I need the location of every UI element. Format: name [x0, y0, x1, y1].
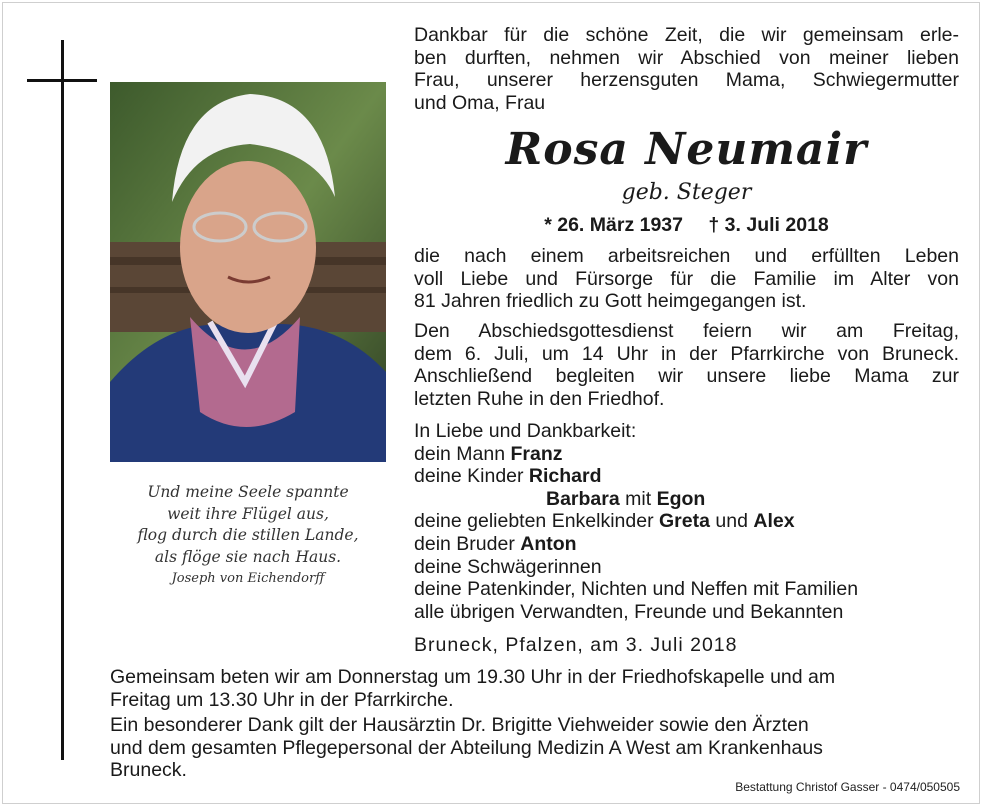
- prayer-line: Gemeinsam beten wir am Donnerstag um 19.30 Uhr in der Friedhofskapelle und am: [110, 666, 836, 688]
- portrait-illustration: [110, 82, 386, 462]
- service-line: Anschließend begleiten wir unsere liebe Mama zur: [414, 365, 959, 388]
- cross-vertical-bar: [61, 40, 64, 760]
- poem-line: als flöge sie nach Haus.: [154, 547, 342, 566]
- thanks-line: und dem gesamten Pflegepersonal der Abteilung Medizin A West am Krankenhaus: [110, 736, 823, 759]
- poem-line: Und meine Seele spannte: [147, 483, 349, 501]
- thanks-line: Ein besonderer Dank gilt der Hausärztin Dr. Brigitte Viehweider sowie den Ärzten: [110, 714, 809, 736]
- intro-line: Frau, unserer herzensguten Mama, Schwiegermutter: [414, 69, 959, 92]
- portrait-photo: [110, 82, 386, 462]
- maiden-name: geb. Steger: [621, 180, 752, 205]
- family-child2: Barbara mit Egon: [546, 487, 706, 510]
- place-date: Bruneck, Pfalzen, am 3. Juli 2018: [414, 634, 738, 656]
- intro-line: ben durften, nehmen wir Abschied von meiner lieben: [414, 46, 959, 69]
- poem-line: flog durch die stillen Lande,: [137, 526, 359, 544]
- passing-line: die nach einem arbeitsreichen und erfüllten Leben: [414, 245, 959, 267]
- poem: [120, 482, 376, 590]
- birth-date: * 26. März 1937: [544, 214, 683, 236]
- prayer-line: Freitag um 13.30 Uhr in der Pfarrkirche.: [110, 688, 454, 711]
- deceased-name: Rosa Neumair: [505, 124, 868, 175]
- funeral-home-footer: Bestattung Christof Gasser - 0474/050505: [735, 780, 960, 794]
- family-others: alle übrigen Verwandten, Freunde und Bekannten: [414, 600, 844, 623]
- family-children: deine Kinder Richard: [414, 465, 602, 488]
- passing-line: voll Liebe und Fürsorge für die Familie im Alter von: [414, 267, 959, 290]
- cross-horizontal-bar: [27, 79, 97, 82]
- intro-text: [414, 24, 959, 114]
- family-list: [414, 420, 959, 623]
- intro-line: und Oma, Frau: [414, 91, 546, 114]
- prayer-text: [110, 666, 960, 711]
- family-grandchildren: deine geliebten Enkelkinder Greta und Alex: [414, 510, 795, 533]
- family-sisters-in-law: deine Schwägerinnen: [414, 555, 602, 578]
- passing-line: 81 Jahren friedlich zu Gott heimgegangen ist.: [414, 290, 807, 313]
- intro-line: Dankbar für die schöne Zeit, die wir gemeinsam erle-: [414, 24, 959, 46]
- thanks-text: [110, 714, 960, 782]
- poem-line: weit ihre Flügel aus,: [167, 504, 329, 523]
- passing-text: [414, 245, 959, 313]
- service-line: Den Abschiedsgottesdienst feiern wir am Freitag,: [414, 320, 959, 342]
- family-intro: In Liebe und Dankbarkeit:: [414, 420, 637, 442]
- family-brother: dein Bruder Anton: [414, 532, 577, 555]
- family-husband: dein Mann Franz: [414, 442, 563, 465]
- life-dates: [414, 214, 959, 237]
- service-text: [414, 320, 959, 410]
- service-line: letzten Ruhe in den Friedhof.: [414, 387, 665, 410]
- thanks-line: Bruneck.: [110, 759, 187, 782]
- family-godchildren: deine Patenkinder, Nichten und Neffen mit Familien: [414, 578, 859, 601]
- poem-author: Joseph von Eichendorff: [171, 571, 325, 586]
- death-date: † 3. Juli 2018: [708, 214, 829, 236]
- service-line: dem 6. Juli, um 14 Uhr in der Pfarrkirche von Bruneck.: [414, 342, 959, 365]
